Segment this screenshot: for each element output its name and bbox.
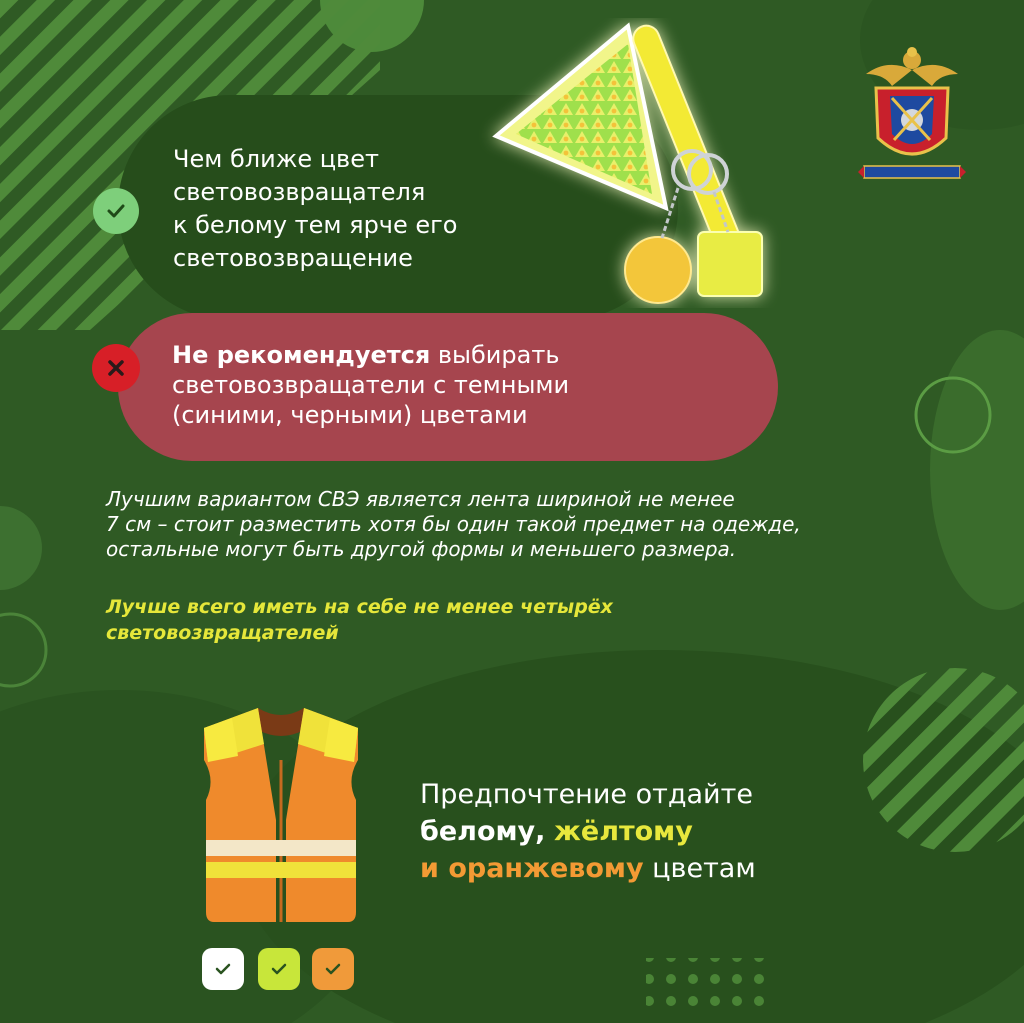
highlight-paragraph xyxy=(106,594,806,646)
warning-line: (синими, черными) цветами xyxy=(172,401,528,429)
info-line: остальные могут быть другой формы и меньшего размера. xyxy=(106,537,737,561)
check-icon xyxy=(323,959,343,979)
prefer-yellow: жёлтому xyxy=(554,816,693,847)
check-icon xyxy=(93,188,139,234)
info-line: 7 см – стоит разместить хотя бы один такой предмет на одежде, xyxy=(106,512,801,536)
prefer-line: Предпочтение отдайте xyxy=(420,779,753,810)
highlight-line: световозвращателей xyxy=(106,622,339,644)
prefer-orange: оранжевому xyxy=(448,853,644,884)
info-paragraph xyxy=(106,487,986,562)
highlight-line: Лучше всего иметь на себе не менее четырёх xyxy=(106,596,613,618)
swatch-white xyxy=(202,948,244,990)
check-icon xyxy=(269,959,289,979)
cross-icon xyxy=(92,344,140,392)
color-tip-text xyxy=(173,143,593,275)
warning-line: выбирать xyxy=(430,341,560,369)
prefer-conj: и xyxy=(420,853,449,884)
vest xyxy=(196,700,366,930)
warning-line: световозвращатели с темными xyxy=(172,371,570,399)
prefer-end: цветам xyxy=(643,853,756,884)
info-line: Лучшим вариантом СВЭ является лента шириной не менее xyxy=(106,487,735,511)
square-keychain xyxy=(698,232,762,296)
police-emblem xyxy=(858,40,966,185)
prefer-white: белому, xyxy=(420,816,546,847)
prefer-colors-text xyxy=(420,776,940,887)
color-tip-line: к белому тем ярче его xyxy=(173,211,458,239)
check-icon xyxy=(213,959,233,979)
swatch-orange xyxy=(312,948,354,990)
color-tip-line: световозвращателя xyxy=(173,178,426,206)
swatch-yellow xyxy=(258,948,300,990)
warning-text xyxy=(172,340,752,430)
color-tip-line: Чем ближе цвет xyxy=(173,145,379,173)
color-tip-line: световозвращение xyxy=(173,244,413,272)
warning-bold: Не рекомендуется xyxy=(172,341,431,369)
round-keychain xyxy=(625,237,691,303)
